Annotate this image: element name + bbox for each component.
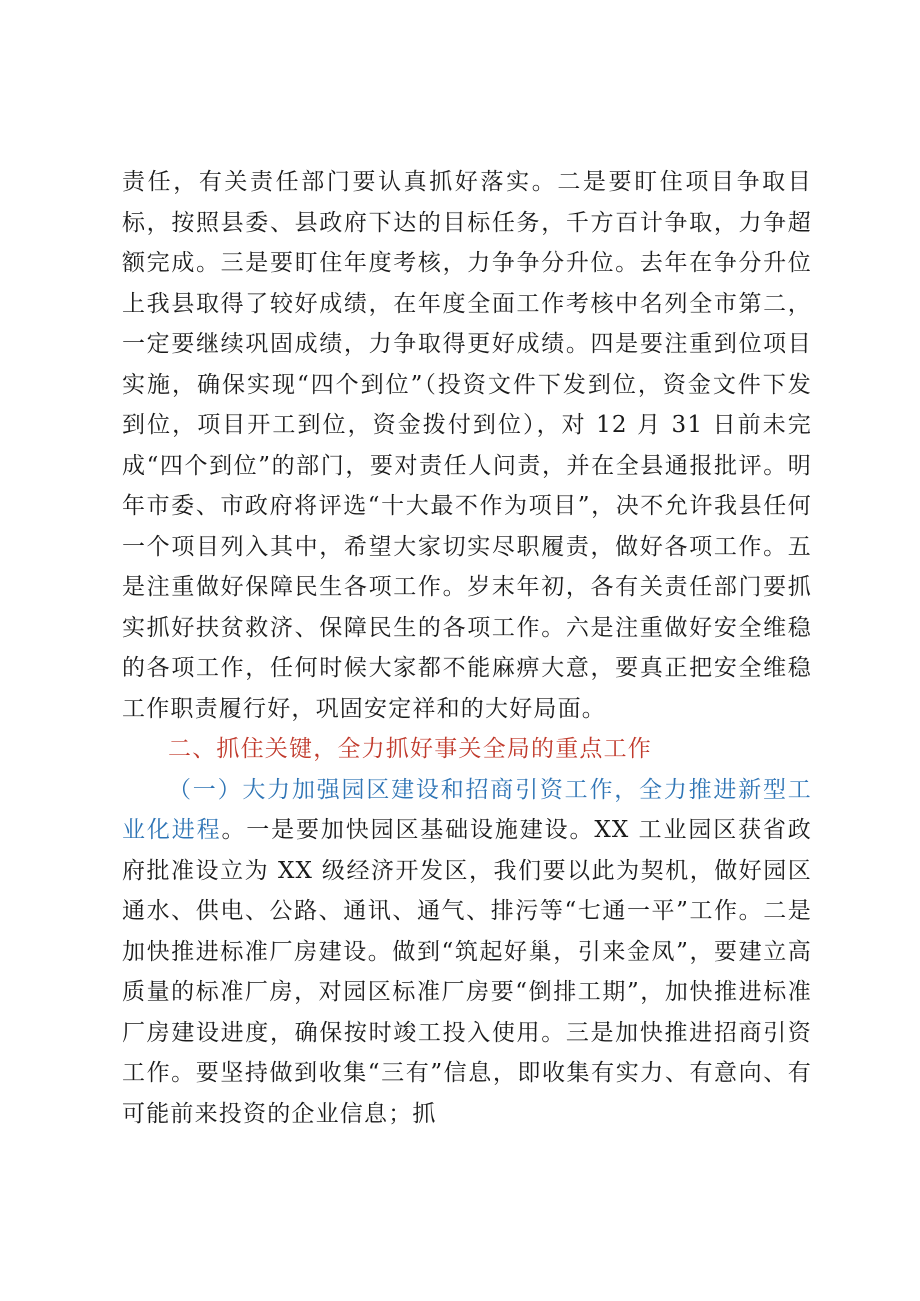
- body-paragraph-1: 责任，有关责任部门要认真抓好落实。二是要盯住项目争取目标，按照县委、县政府下达的目标任务，千方百计争取，力争超额完成。三是要盯住年度考核，力争争分升位。去年在争分升位上我县取得了较好成绩，在年度全面工作考核中名列全市第二，一定要继续巩固成绩，力争取得更好成绩。四是要注重到位项目实施，确保实现“四个到位”（投资文件下发到位，资金文件下发到位，项目开工到位，资金拨付到位），对 12 月 31 日前未完成“四个到位”的部门，要对责任人问责，并在全县通报批评。明年市委、市政府将评选“十大最不作为项目”，决不允许我县任何一个项目列入其中，希望大家切实尽职履责，做好各项工作。五是注重做好保障民生各项工作。岁末年初，各有关责任部门要抓实抓好扶贫救济、保障民生的各项工作。六是注重做好安全维稳的各项工作，任何时候大家都不能麻痹大意，要真正把安全维稳工作职责履行好，巩固安定祥和的大好局面。: [122, 169, 812, 722]
- document-body: [122, 162, 812, 1134]
- body-paragraph-2-text: 。一是要加快园区基础设施建设。XX 工业园区获省政府批准设立为 XX 级经济开发区，我们要以此为契机，做好园区通水、供电、公路、通讯、通气、排污等“七通一平”工作。二是加快推进标准厂房建设。做到“筑起好巢，引来金凤”，要建立高质量的标准厂房，对园区标准厂房要“倒排工期”，加快推进标准厂房建设进度，确保按时竣工投入使用。三是加快推进招商引资工作。要坚持做到收集“三有”信息，即收集有实力、有意向、有可能前来投资的企业信息；抓: [122, 817, 812, 1127]
- body-paragraph-2: [122, 770, 812, 1135]
- section-heading-2: 二、抓住关键，全力抓好事关全局的重点工作: [168, 736, 652, 762]
- subsection-heading-1: （一）大力加强园区建设和招商引资工作，全力推进新型工业化进程: [122, 776, 812, 843]
